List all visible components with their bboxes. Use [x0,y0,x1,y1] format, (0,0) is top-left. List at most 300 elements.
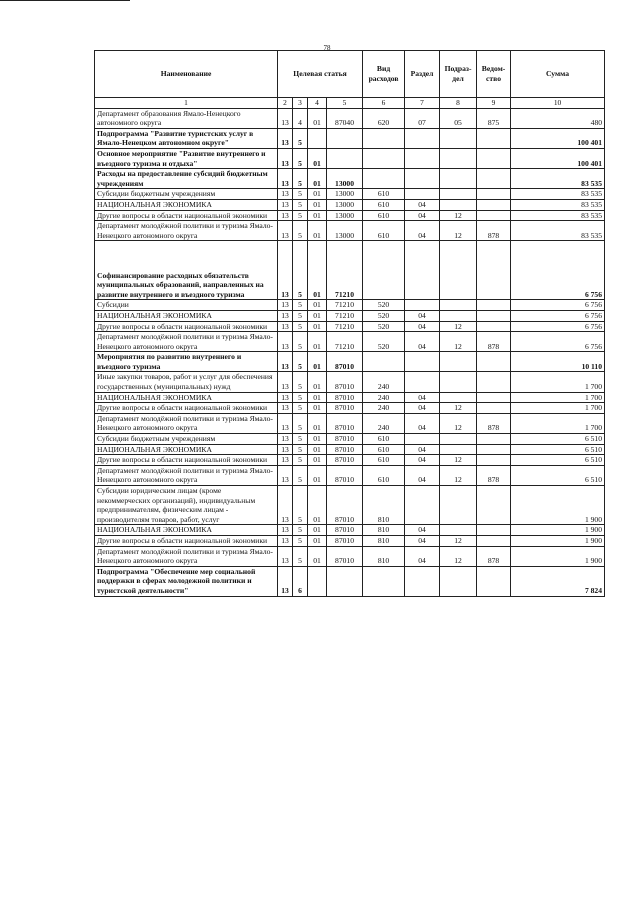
code-cell: 5 [293,148,308,168]
col-number: 2 [278,98,293,109]
code-cell: 01 [308,321,327,332]
podrazdel-cell: 12 [440,535,477,546]
vedomstvo-cell [477,403,511,414]
podrazdel-cell: 12 [440,455,477,466]
code-cell: 13 [278,332,293,352]
sum-cell: 1 700 [511,413,605,433]
razdel-cell: 04 [405,332,440,352]
table-row [95,352,605,372]
razdel-cell: 04 [405,392,440,403]
table-body [95,108,605,596]
code-cell: 13 [278,413,293,433]
name-cell: Мероприятия по развитию внутреннего и въездного туризма [95,352,278,372]
name-cell: Департамент молодёжной политики и туризма Ямало-Ненецкого автономного округа [95,465,278,485]
code-cell: 01 [308,241,327,300]
code-cell: 5 [293,310,308,321]
code-cell: 01 [308,434,327,445]
vid-cell: 240 [363,413,405,433]
vedomstvo-cell: 878 [477,546,511,566]
vid-cell [363,352,405,372]
code-cell: 13000 [327,199,363,210]
sum-cell: 7 824 [511,566,605,596]
col-header-vedomstvo: Ведом-ство [477,51,511,98]
code-cell: 13 [278,241,293,300]
vedomstvo-cell [477,525,511,536]
code-cell: 87010 [327,465,363,485]
code-cell: 5 [293,546,308,566]
vid-cell: 610 [363,444,405,455]
sum-cell: 100 401 [511,148,605,168]
code-cell: 13 [278,444,293,455]
code-cell: 01 [308,300,327,311]
code-cell: 71210 [327,310,363,321]
code-cell: 13 [278,566,293,596]
code-cell: 5 [293,300,308,311]
code-cell: 01 [308,169,327,189]
code-cell: 13 [278,486,293,525]
razdel-cell [405,241,440,300]
podrazdel-cell [440,566,477,596]
table-row [95,444,605,455]
code-cell: 5 [293,444,308,455]
name-cell: НАЦИОНАЛЬНАЯ ЭКОНОМИКА [95,199,278,210]
podrazdel-cell [440,169,477,189]
page-number: 78 [323,44,331,52]
vid-cell: 810 [363,546,405,566]
podrazdel-cell: 12 [440,465,477,485]
vid-cell: 610 [363,455,405,466]
code-cell: 13 [278,169,293,189]
vid-cell [363,128,405,148]
vedomstvo-cell [477,566,511,596]
code-cell: 13 [278,455,293,466]
podrazdel-cell [440,525,477,536]
code-cell [308,566,327,596]
code-cell: 01 [308,352,327,372]
column-number-row [95,98,605,109]
sum-cell: 6 510 [511,434,605,445]
sum-cell: 1 900 [511,486,605,525]
table-row [95,332,605,352]
podrazdel-cell [440,486,477,525]
razdel-cell: 04 [405,444,440,455]
podrazdel-cell [440,392,477,403]
code-cell: 5 [293,241,308,300]
razdel-cell: 04 [405,210,440,221]
code-cell: 5 [293,455,308,466]
code-cell: 13000 [327,189,363,200]
razdel-cell: 04 [405,455,440,466]
code-cell: 01 [308,108,327,128]
code-cell: 01 [308,444,327,455]
vid-cell: 520 [363,332,405,352]
name-cell: НАЦИОНАЛЬНАЯ ЭКОНОМИКА [95,444,278,455]
code-cell: 01 [308,403,327,414]
name-cell: Департамент молодёжной политики и туризма Ямало-Ненецкого автономного округа [95,413,278,433]
col-number: 10 [511,98,605,109]
code-cell: 87010 [327,413,363,433]
code-cell: 5 [293,199,308,210]
table-row [95,455,605,466]
table-row [95,210,605,221]
razdel-cell [405,169,440,189]
code-cell: 13 [278,300,293,311]
code-cell: 13 [278,372,293,392]
razdel-cell: 04 [405,535,440,546]
vid-cell: 240 [363,372,405,392]
code-cell: 71210 [327,321,363,332]
code-cell: 5 [293,128,308,148]
table-row [95,310,605,321]
col-header-target: Целевая статья [278,51,363,98]
table-row [95,525,605,536]
code-cell: 13 [278,465,293,485]
vedomstvo-cell [477,392,511,403]
razdel-cell: 04 [405,546,440,566]
table-row [95,169,605,189]
col-number: 9 [477,98,511,109]
name-cell: Софинансирование расходных обязательств муниципальных образований, направленных на развитие внутреннего и въездного туризма [95,241,278,300]
name-cell: Другие вопросы в области национальной экономики [95,455,278,466]
code-cell: 01 [308,465,327,485]
vid-cell: 810 [363,486,405,525]
code-cell: 13 [278,210,293,221]
code-cell: 5 [293,332,308,352]
code-cell: 87040 [327,108,363,128]
table-row [95,372,605,392]
sum-cell: 1 700 [511,403,605,414]
razdel-cell: 04 [405,413,440,433]
code-cell: 5 [293,372,308,392]
table-row [95,221,605,241]
table-row [95,321,605,332]
code-cell: 13 [278,148,293,168]
code-cell: 13 [278,199,293,210]
sum-cell: 83 535 [511,169,605,189]
code-cell: 13 [278,546,293,566]
name-cell: Другие вопросы в области национальной экономики [95,210,278,221]
sum-cell: 480 [511,108,605,128]
table-row [95,108,605,128]
col-number: 7 [405,98,440,109]
code-cell: 13 [278,128,293,148]
sum-cell: 100 401 [511,128,605,148]
table-row [95,413,605,433]
sum-cell: 83 535 [511,189,605,200]
col-header-razdel: Раздел [405,51,440,98]
code-cell [327,128,363,148]
code-cell: 13 [278,108,293,128]
razdel-cell: 04 [405,321,440,332]
vedomstvo-cell [477,189,511,200]
code-cell: 13 [278,352,293,372]
name-cell: Основное мероприятие "Развитие внутреннего и въездного туризма и отдыха" [95,148,278,168]
col-number: 4 [308,98,327,109]
code-cell: 13 [278,321,293,332]
sum-cell: 1 900 [511,535,605,546]
podrazdel-cell [440,300,477,311]
code-cell: 87010 [327,535,363,546]
vid-cell: 610 [363,210,405,221]
table-row [95,128,605,148]
podrazdel-cell [440,310,477,321]
vid-cell: 520 [363,321,405,332]
code-cell: 01 [308,525,327,536]
code-cell: 87010 [327,372,363,392]
razdel-cell: 04 [405,310,440,321]
podrazdel-cell: 12 [440,413,477,433]
code-cell: 87010 [327,455,363,466]
razdel-cell: 04 [405,465,440,485]
vid-cell: 620 [363,108,405,128]
code-cell: 13 [278,525,293,536]
vid-cell: 610 [363,189,405,200]
razdel-cell [405,128,440,148]
vid-cell [363,148,405,168]
vedomstvo-cell [477,486,511,525]
name-cell: Другие вопросы в области национальной экономики [95,403,278,414]
vedomstvo-cell [477,300,511,311]
code-cell: 87010 [327,444,363,455]
razdel-cell [405,372,440,392]
podrazdel-cell [440,199,477,210]
code-cell: 13000 [327,169,363,189]
name-cell: Субсидии юридическим лицам (кроме некоммерческих организаций), индивидуальным предпринимателям, физическим лицам - производителям товаров, работ, услуг [95,486,278,525]
code-cell: 13000 [327,221,363,241]
vid-cell: 520 [363,310,405,321]
vid-cell [363,566,405,596]
vedomstvo-cell [477,128,511,148]
vid-cell: 610 [363,199,405,210]
sum-cell: 6 756 [511,300,605,311]
podrazdel-cell: 12 [440,332,477,352]
col-header-vid: Вид расходов [363,51,405,98]
code-cell: 5 [293,403,308,414]
table-row [95,241,605,300]
vid-cell: 810 [363,525,405,536]
code-cell: 4 [293,108,308,128]
table-row [95,465,605,485]
col-number: 5 [327,98,363,109]
code-cell: 87010 [327,403,363,414]
table-row [95,148,605,168]
code-cell: 13 [278,310,293,321]
code-cell: 5 [293,486,308,525]
code-cell: 5 [293,465,308,485]
col-number: 3 [293,98,308,109]
code-cell: 71210 [327,332,363,352]
name-cell: Другие вопросы в области национальной экономики [95,535,278,546]
col-header-summa: Сумма [511,51,605,98]
sum-cell: 1 700 [511,392,605,403]
razdel-cell: 04 [405,403,440,414]
vedomstvo-cell [477,241,511,300]
podrazdel-cell [440,148,477,168]
vedomstvo-cell: 875 [477,108,511,128]
code-cell: 01 [308,148,327,168]
vedomstvo-cell [477,535,511,546]
sum-cell: 6 510 [511,444,605,455]
vid-cell: 810 [363,535,405,546]
code-cell: 5 [293,189,308,200]
sum-cell: 6 756 [511,310,605,321]
razdel-cell: 04 [405,525,440,536]
code-cell: 01 [308,546,327,566]
col-number: 8 [440,98,477,109]
sum-cell: 10 110 [511,352,605,372]
code-cell [308,128,327,148]
table-row [95,566,605,596]
name-cell: Департамент молодёжной политики и туризма Ямало-Ненецкого автономного округа [95,546,278,566]
code-cell: 13 [278,535,293,546]
podrazdel-cell: 12 [440,546,477,566]
code-cell: 87010 [327,352,363,372]
podrazdel-cell [440,444,477,455]
code-cell: 5 [293,434,308,445]
razdel-cell: 04 [405,221,440,241]
sum-cell: 6 756 [511,321,605,332]
sum-cell: 83 535 [511,199,605,210]
razdel-cell [405,300,440,311]
code-cell: 5 [293,525,308,536]
header-rule [0,0,130,1]
table-row [95,189,605,200]
code-cell: 01 [308,392,327,403]
vid-cell: 610 [363,434,405,445]
name-cell: НАЦИОНАЛЬНАЯ ЭКОНОМИКА [95,392,278,403]
code-cell: 5 [293,321,308,332]
podrazdel-cell [440,128,477,148]
code-cell: 13000 [327,210,363,221]
sum-cell: 1 900 [511,525,605,536]
code-cell: 13 [278,392,293,403]
code-cell: 5 [293,413,308,433]
code-cell: 5 [293,169,308,189]
code-cell: 01 [308,455,327,466]
table-row [95,199,605,210]
table-row [95,300,605,311]
budget-table [94,50,605,597]
code-cell: 01 [308,332,327,352]
vid-cell: 240 [363,392,405,403]
code-cell: 01 [308,189,327,200]
name-cell: Субсидии [95,300,278,311]
sum-cell: 6 510 [511,455,605,466]
table-row [95,486,605,525]
vedomstvo-cell [477,199,511,210]
name-cell: Субсидии бюджетным учреждениям [95,189,278,200]
sum-cell: 6 756 [511,241,605,300]
podrazdel-cell: 05 [440,108,477,128]
code-cell: 13 [278,403,293,414]
razdel-cell [405,566,440,596]
sum-cell: 6 510 [511,465,605,485]
code-cell: 01 [308,413,327,433]
code-cell: 87010 [327,392,363,403]
podrazdel-cell: 12 [440,210,477,221]
vid-cell [363,169,405,189]
razdel-cell [405,189,440,200]
name-cell: НАЦИОНАЛЬНАЯ ЭКОНОМИКА [95,525,278,536]
name-cell: Иные закупки товаров, работ и услуг для обеспечения государственных (муниципальных) нужд [95,372,278,392]
name-cell: Департамент образования Ямало-Ненецкого автономного округа [95,108,278,128]
vedomstvo-cell: 878 [477,413,511,433]
code-cell: 01 [308,221,327,241]
code-cell: 01 [308,310,327,321]
header-row [95,51,605,98]
code-cell: 6 [293,566,308,596]
podrazdel-cell: 12 [440,221,477,241]
vid-cell: 520 [363,300,405,311]
vedomstvo-cell [477,352,511,372]
code-cell: 5 [293,392,308,403]
vedomstvo-cell: 878 [477,221,511,241]
razdel-cell: 07 [405,108,440,128]
table-row [95,535,605,546]
name-cell: Расходы на предоставление субсидий бюджетным учреждениям [95,169,278,189]
vedomstvo-cell [477,169,511,189]
code-cell: 01 [308,199,327,210]
name-cell: Подпрограмма "Развитие туристских услуг в Ямало-Ненецком автономном округе" [95,128,278,148]
table-row [95,392,605,403]
col-header-podrazdel: Подраз-дел [440,51,477,98]
table-row [95,546,605,566]
podrazdel-cell [440,189,477,200]
table-row [95,434,605,445]
name-cell: Другие вопросы в области национальной экономики [95,321,278,332]
razdel-cell [405,434,440,445]
vedomstvo-cell: 878 [477,332,511,352]
sum-cell: 6 756 [511,332,605,352]
col-header-name: Наименование [95,51,278,98]
code-cell: 01 [308,535,327,546]
razdel-cell [405,486,440,525]
code-cell: 13 [278,221,293,241]
name-cell: Субсидии бюджетным учреждениям [95,434,278,445]
vid-cell [363,241,405,300]
razdel-cell [405,148,440,168]
podrazdel-cell [440,241,477,300]
code-cell [327,566,363,596]
code-cell [327,148,363,168]
podrazdel-cell: 12 [440,321,477,332]
vid-cell: 240 [363,403,405,414]
code-cell: 71210 [327,241,363,300]
name-cell: НАЦИОНАЛЬНАЯ ЭКОНОМИКА [95,310,278,321]
sum-cell: 83 535 [511,210,605,221]
podrazdel-cell: 12 [440,403,477,414]
code-cell: 13 [278,189,293,200]
col-number: 6 [363,98,405,109]
sum-cell: 83 535 [511,221,605,241]
code-cell: 5 [293,221,308,241]
code-cell: 87010 [327,434,363,445]
vid-cell: 610 [363,221,405,241]
name-cell: Департамент молодёжной политики и туризма Ямало-Ненецкого автономного округа [95,332,278,352]
code-cell: 01 [308,486,327,525]
vedomstvo-cell [477,210,511,221]
code-cell: 01 [308,210,327,221]
razdel-cell [405,352,440,372]
podrazdel-cell [440,352,477,372]
vedomstvo-cell [477,321,511,332]
col-number: 1 [95,98,278,109]
vid-cell: 610 [363,465,405,485]
sum-cell: 1 900 [511,546,605,566]
name-cell: Департамент молодёжной политики и туризма Ямало-Ненецкого автономного округа [95,221,278,241]
podrazdel-cell [440,434,477,445]
vedomstvo-cell: 878 [477,465,511,485]
